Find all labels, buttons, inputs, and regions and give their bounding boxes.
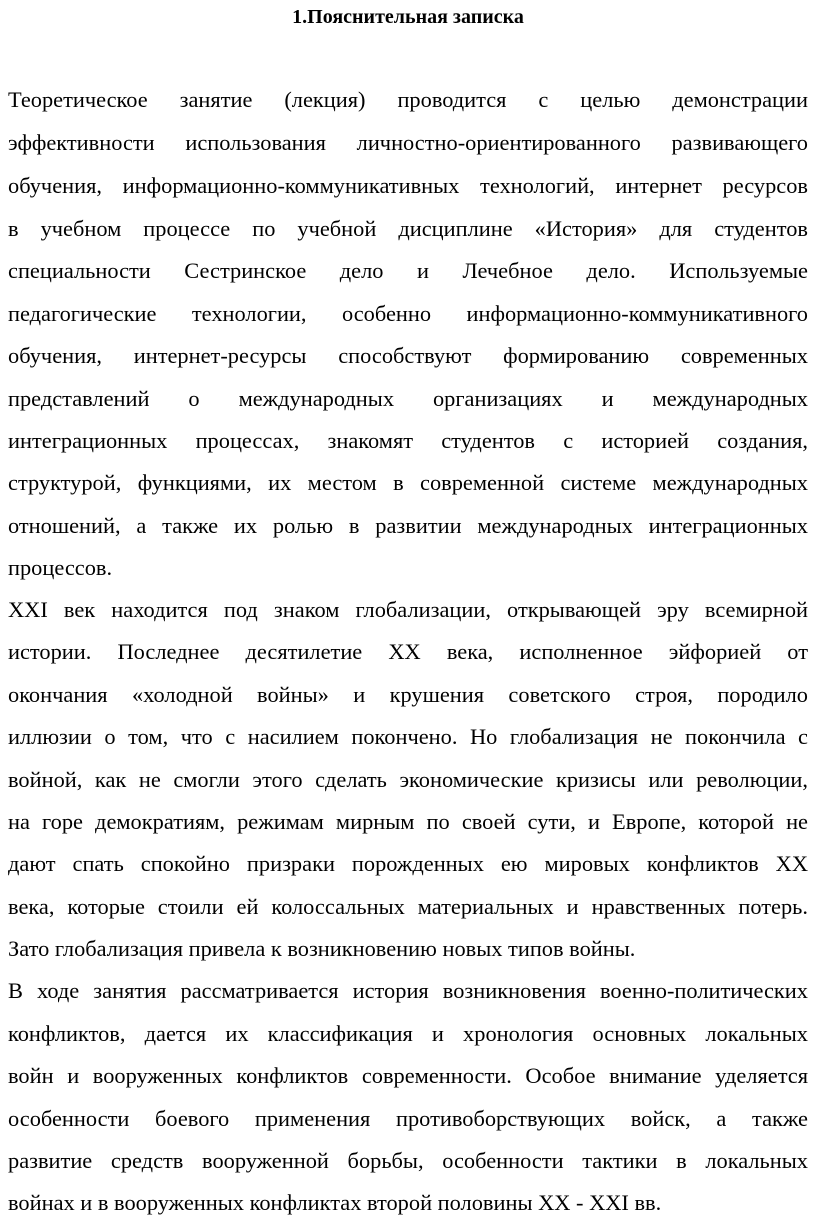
paragraph-1-line: специальности Сестринское дело и Лечебное дело. Используемые bbox=[8, 258, 808, 283]
paragraph-1-line: отношений, а также их ролью в развитии международных интеграционных bbox=[8, 513, 808, 538]
paragraph-1-line: представлений о международных организациях и международных bbox=[8, 386, 808, 411]
paragraph-2-line: истории. Последнее десятилетие XX века, исполненное эйфорией от bbox=[8, 639, 808, 664]
paragraph-2-line: войной, как не смогли этого сделать экономические кризисы или революции, bbox=[8, 767, 808, 792]
paragraph-2-line: на горе демократиям, режимам мирным по своей сути, и Европе, которой не bbox=[8, 809, 808, 834]
paragraph-2-line: века, которые стоили ей колоссальных материальных и нравственных потерь. bbox=[8, 894, 808, 919]
paragraph-3-line: особенности боевого применения противоборствующих войск, а также bbox=[8, 1106, 808, 1131]
paragraph-3-line: развитие средств вооруженной борьбы, особенности тактики в локальных bbox=[8, 1148, 808, 1173]
paragraph-1-line: обучения, информационно-коммуникативных технологий, интернет ресурсов bbox=[8, 173, 808, 198]
paragraph-1-line: Теоретическое занятие (лекция) проводится с целью демонстрации bbox=[8, 87, 808, 112]
paragraph-1-line: в учебном процессе по учебной дисциплине «История» для студентов bbox=[8, 216, 808, 241]
paragraph-2-line: окончания «холодной войны» и крушения советского строя, породило bbox=[8, 682, 808, 707]
paragraph-2-line: XXI век находится под знаком глобализации, открывающей эру всемирной bbox=[8, 597, 808, 622]
document-title: 1.Пояснительная записка bbox=[292, 6, 524, 28]
paragraph-3-line: В ходе занятия рассматривается история возникновения военно-политических bbox=[8, 978, 808, 1003]
paragraph-1-line: процессов. bbox=[8, 555, 113, 580]
paragraph-1-line: обучения, интернет-ресурсы способствуют формированию современных bbox=[8, 343, 808, 368]
paragraph-2-line: дают спать спокойно призраки порожденных ею мировых конфликтов XX bbox=[8, 851, 808, 876]
paragraph-1-line: педагогические технологии, особенно информационно-коммуникативного bbox=[8, 301, 808, 326]
paragraph-3-line: конфликтов, дается их классификация и хронология основных локальных bbox=[8, 1021, 808, 1046]
paragraph-2-line: Зато глобализация привела к возникновению новых типов войны. bbox=[8, 936, 636, 961]
paragraph-1-line: структурой, функциями, их местом в современной системе международных bbox=[8, 470, 808, 495]
paragraph-1-line: интеграционных процессах, знакомят студентов с историей создания, bbox=[8, 428, 808, 453]
paragraph-3-line: войнах и в вооруженных конфликтах второй половины XX - XXI вв. bbox=[8, 1190, 662, 1215]
paragraph-2-line: иллюзии о том, что с насилием покончено. Но глобализация не покончила с bbox=[8, 724, 808, 749]
paragraph-1-line: эффективности использования личностно-ориентированного развивающего bbox=[8, 130, 808, 155]
paragraph-3-line: войн и вооруженных конфликтов современности. Особое внимание уделяется bbox=[8, 1063, 808, 1088]
